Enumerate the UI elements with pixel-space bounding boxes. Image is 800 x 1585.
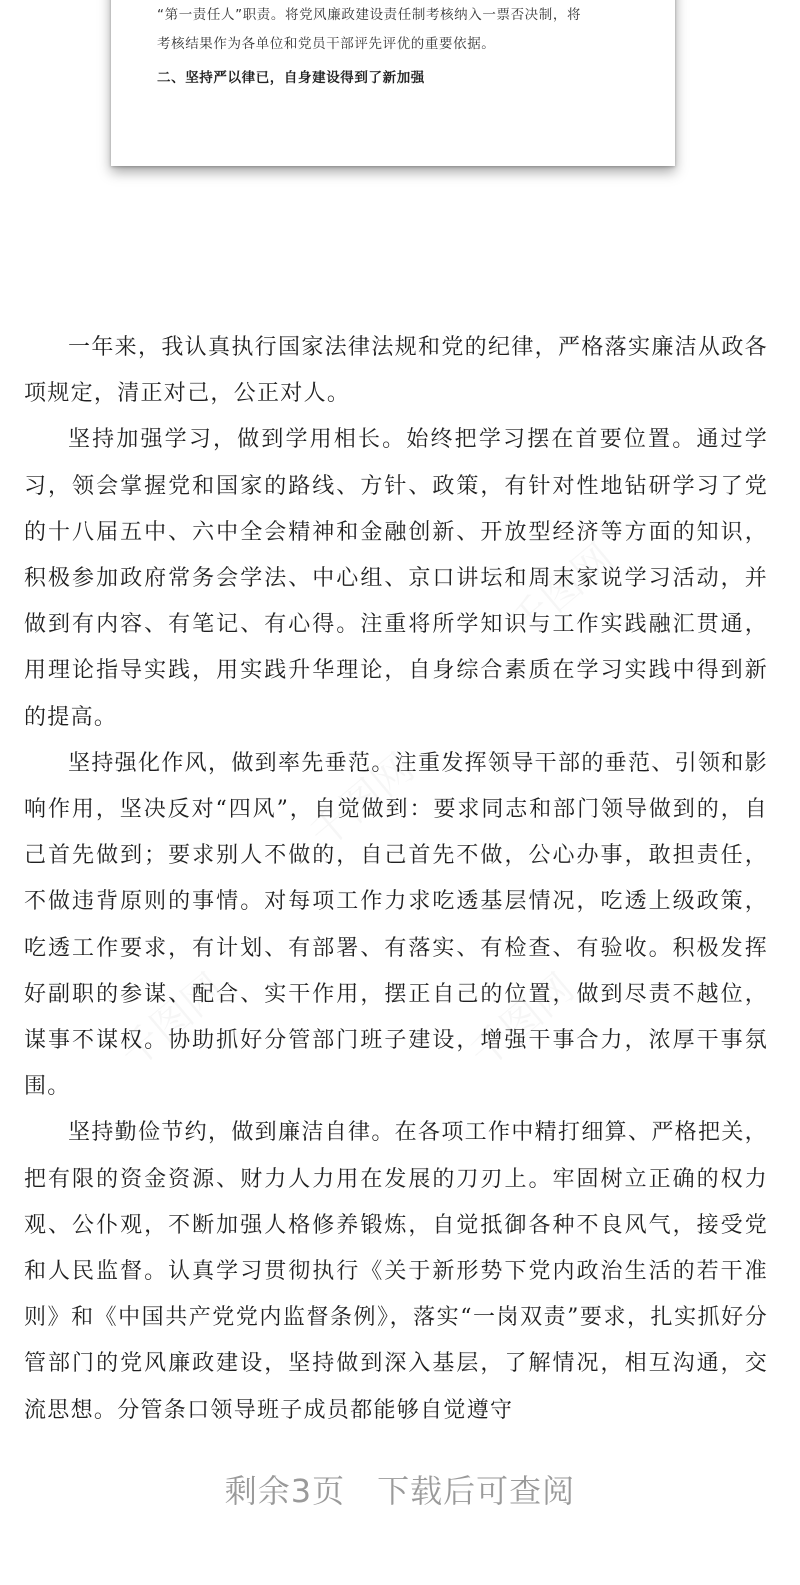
paragraph: 一年来，我认真执行国家法律法规和党的纪律，严格落实廉洁从政各项规定，清正对己，公正对人。 <box>24 335 768 407</box>
preview-line: 考核结果作为各单位和党员干部评先评优的重要依据。 <box>157 36 496 52</box>
download-hint-label: 下载后可查阅 <box>377 1472 576 1510</box>
preview-line: “第一责任人”职责。将党风廉政建设责任制考核纳入一票否决制，将 <box>157 7 582 23</box>
paragraph: 坚持强化作风，做到率先垂范。注重发挥领导干部的垂范、引领和影响作用，坚决反对“四风”，自觉做到：要求同志和部门领导做到的，自己首先做到；要求别人不做的，自己首先不做，公心办事，敢担责任，不做违背原则的事情。对每项工作力求吃透基层情况，吃透上级政策，吃透工作要求，有计划、有部署、有落实、有检查、有验收。积极发挥好副职的参谋、配合、实干作用，摆正自己的位置，做到尽责不越位，谋事不谋权。协助抓好分管部门班子建设，增强干事合力，浓厚干事氛围。 <box>24 750 768 1100</box>
preview-section-heading: 二、坚持严以律已，自身建设得到了新加强 <box>157 70 425 86</box>
document-preview-card <box>111 0 675 166</box>
paragraph: 坚持勤俭节约，做到廉洁自律。在各项工作中精打细算、严格把关，把有限的资金资源、财力人力用在发展的刀刃上。牢固树立正确的权力观、公仆观，不断加强人格修养锻炼，自觉抵御各种不良风气，接受党和人民监督。认真学习贯彻执行《关于新形势下党内政治生活的若干准则》和《中国共产党党内监督条例》，落实“一岗双责”要求，扎实抓好分管部门的党风廉政建设，坚持做到深入基层，了解情况，相互沟通，交流思想。分管条口领导班子成员都能够自觉遵守 <box>24 1120 768 1423</box>
document-body <box>24 325 768 1434</box>
download-prompt[interactable] <box>0 1466 800 1512</box>
remaining-pages-label: 剩余3页 <box>224 1472 346 1510</box>
paragraph: 坚持加强学习，做到学用相长。始终把学习摆在首要位置。通过学习，领会掌握党和国家的路线、方针、政策，有针对性地钻研学习了党的十八届五中、六中全会精神和金融创新、开放型经济等方面的知识，积极参加政府常务会学法、中心组、京口讲坛和周末家说学习活动，并做到有内容、有笔记、有心得。注重将所学知识与工作实践融汇贯通，用理论指导实践，用实践升华理论，自身综合素质在学习实践中得到新的提高。 <box>24 427 768 730</box>
